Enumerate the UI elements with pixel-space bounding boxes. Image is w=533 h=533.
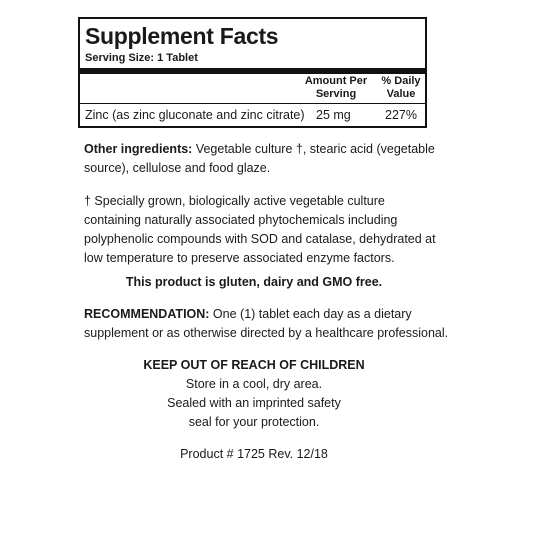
serving-size: Serving Size: 1 Tablet xyxy=(85,52,198,64)
other-ingredients xyxy=(84,140,464,178)
footnote-line: containing naturally associated phytochemicals including xyxy=(84,213,398,227)
allergen-statement: This product is gluten, dairy and GMO free. xyxy=(125,275,383,289)
nutrient-name: Zinc (as zinc gluconate and zinc citrate) xyxy=(85,108,305,122)
supplement-facts-panel xyxy=(78,17,427,128)
warning-title: KEEP OUT OF REACH OF CHILDREN xyxy=(143,358,365,372)
amount-per-serving-header xyxy=(300,75,372,101)
other-ingredients-line-1 xyxy=(84,140,464,159)
recommendation xyxy=(84,305,504,343)
warning-line: Store in a cool, dry area. xyxy=(185,377,323,391)
warning-line: seal for your protection. xyxy=(188,415,320,429)
other-ingredients-line-2: source), cellulose and food glaze. xyxy=(84,161,271,175)
thin-divider xyxy=(80,103,425,104)
footnote-line: † Specially grown, biologically active vegetable culture xyxy=(84,194,385,208)
recommendation-label: RECOMMENDATION: xyxy=(84,307,210,321)
amount-header-line-2: Serving xyxy=(315,88,357,100)
daily-value-header xyxy=(375,75,427,101)
amount-header-line-1: Amount Per xyxy=(304,75,368,87)
footnote-line: low temperature to preserve associated enzyme factors. xyxy=(84,251,395,265)
dv-header-line-1: % Daily xyxy=(381,75,421,87)
other-ingredients-label: Other ingredients: xyxy=(84,142,193,156)
vegetable-culture-footnote xyxy=(84,192,464,268)
warning-line: Sealed with an imprinted safety xyxy=(167,396,341,410)
recommendation-line-2: supplement or as otherwise directed by a healthcare professional. xyxy=(84,326,449,340)
thick-divider xyxy=(80,68,425,74)
nutrient-daily-value: 227% xyxy=(385,108,417,122)
footnote-line: polyphenolic compounds with SOD and catalase, dehydrated at xyxy=(84,232,436,246)
dv-header-line-2: Value xyxy=(386,88,416,100)
storage-warning xyxy=(78,356,430,432)
recommendation-text: One (1) tablet each day as a dietary xyxy=(209,307,412,321)
other-ingredients-text: Vegetable culture †, stearic acid (vegetable xyxy=(192,142,435,156)
recommendation-line-1 xyxy=(84,305,504,324)
product-number: Product # 1725 Rev. 12/18 xyxy=(180,447,328,461)
nutrient-amount: 25 mg xyxy=(316,108,351,122)
facts-title: Supplement Facts xyxy=(85,23,279,49)
